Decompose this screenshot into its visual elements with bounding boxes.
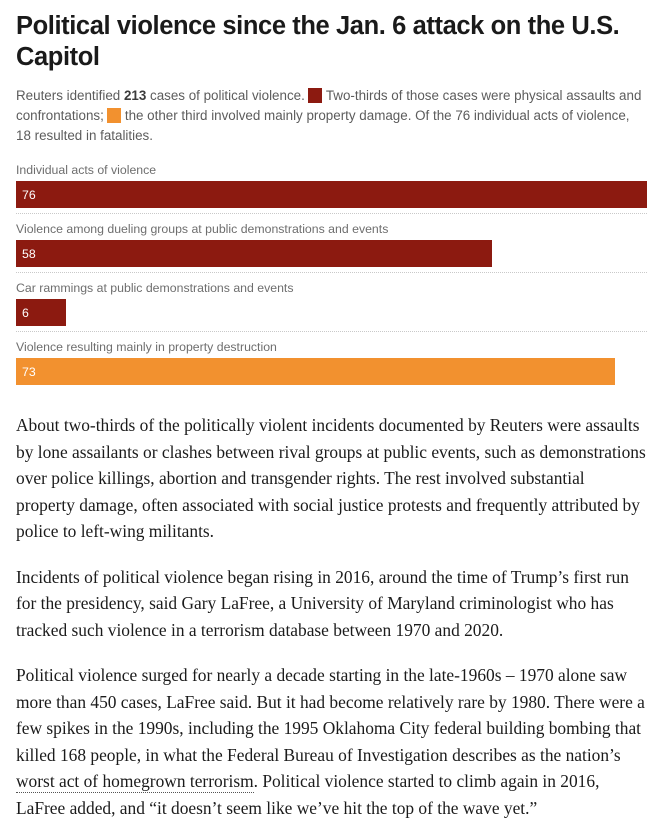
- subhead-text-part1: Reuters identified: [16, 88, 124, 103]
- dark-red-legend-swatch: [308, 88, 322, 103]
- bar-track: [16, 240, 647, 267]
- paragraph-1: About two-thirds of the politically violent incidents documented by Reuters were assaults by lone assailants or clashes between rival groups at public events, such as demonstrations over police killings, abortion and transgender rights. The rest involved substantial property damage, often associated with social justice protests and frequently attributed by police to left-wing militants.: [16, 415, 646, 541]
- subhead-text-part4: the other third involved mainly property damage. Of the 76 individual acts of violence, 18 resulted in fatalities.: [16, 108, 630, 143]
- bar-track: [16, 299, 647, 326]
- bar-row: [16, 221, 647, 273]
- bar-chart: [0, 146, 663, 390]
- subhead-text-part3: Two-thirds of those cases were physical assaults and confrontations;: [16, 88, 642, 123]
- article-body: [0, 390, 663, 821]
- bar-category-label: Individual acts of violence: [16, 163, 157, 177]
- bar-violence-among-dueling-groups: [16, 240, 492, 267]
- bar-value-label: 76: [22, 187, 36, 202]
- paragraph-3-text-before-link: Political violence surged for nearly a decade starting in the late-1960s – 1970 alone saw more than 450 cases, LaFree said. But it had become relatively rare by 1980. There were a few spikes in the 1990s, including the 1995 Oklahoma City federal building bombing that killed 168 people, in what the Federal Bureau of Investigation describes as the nation’s: [16, 665, 645, 765]
- orange-legend-swatch: [107, 108, 121, 123]
- paragraph-3-text-after-link: . Political violence started to climb again in 2016, LaFree added, and “it doesn’t seem like we’ve hit the top of the wave yet.”: [16, 771, 600, 818]
- bar-value-label: 73: [22, 364, 36, 379]
- bar-category-label: Violence resulting mainly in property destruction: [16, 340, 277, 354]
- bar-track: [16, 181, 647, 208]
- bar-row: [16, 339, 647, 390]
- bar-row: [16, 162, 647, 214]
- bar-value-label: 58: [22, 246, 36, 261]
- bar-track: [16, 358, 647, 385]
- bar-row: [16, 280, 647, 332]
- article-subhead: [0, 73, 663, 146]
- paragraph-2: Incidents of political violence began rising in 2016, around the time of Trump’s first run for the presidency, said Gary LaFree, a University of Maryland criminologist who has tracked such violence in a terrorism database between 1970 and 2020.: [16, 566, 629, 640]
- bar-car-rammings: [16, 299, 66, 326]
- bar-individual-acts-of-violence: [16, 181, 647, 208]
- homegrown-terrorism-link[interactable]: worst act of homegrown terrorism: [16, 771, 254, 791]
- bar-value-label: 6: [22, 305, 29, 320]
- bar-category-label: Violence among dueling groups at public demonstrations and events: [16, 222, 389, 236]
- subhead-case-count: 213: [123, 88, 147, 103]
- subhead-text-part2: cases of political violence.: [146, 88, 305, 103]
- bar-property-destruction: [16, 358, 615, 385]
- paragraph-3: [16, 662, 647, 821]
- bar-category-label: Car rammings at public demonstrations and events: [16, 281, 294, 295]
- page-title: Political violence since the Jan. 6 attack on the U.S. Capitol: [16, 12, 620, 71]
